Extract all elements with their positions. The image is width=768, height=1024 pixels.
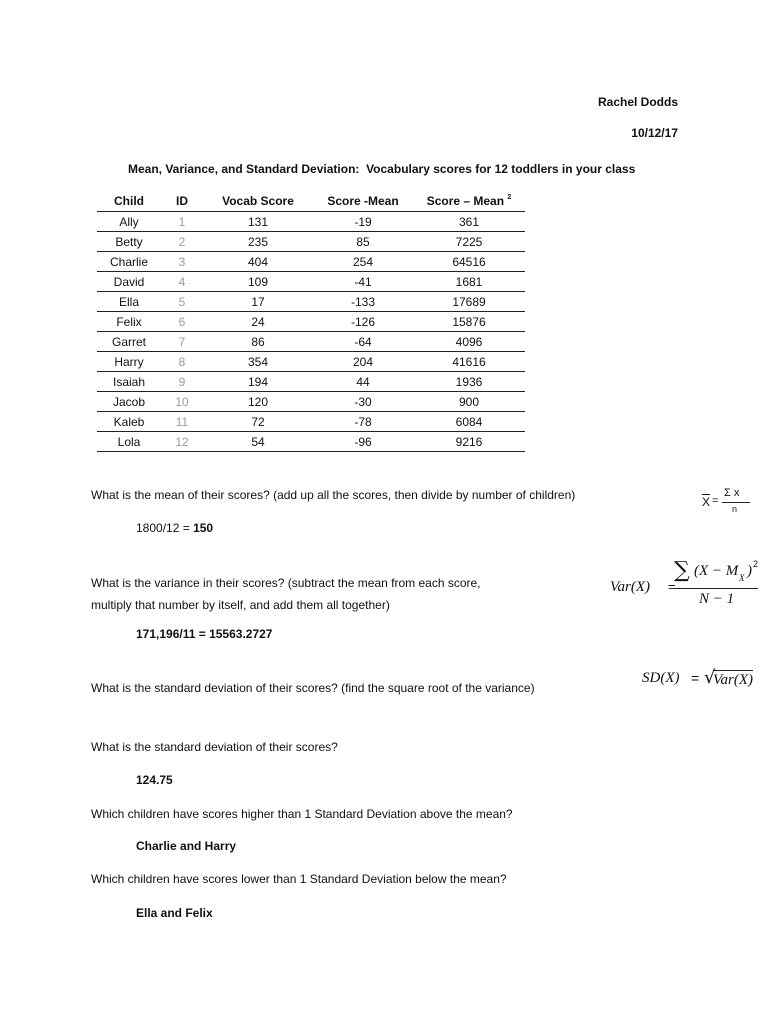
- question-below-sd: Which children have scores lower than 1 Standard Deviation below the mean?: [91, 872, 507, 886]
- cell-child: David: [97, 272, 161, 292]
- cell-score-minus-mean-squared: 4096: [413, 332, 525, 352]
- cell-id: 9: [161, 372, 203, 392]
- variance-formula-sub: X: [739, 573, 745, 583]
- cell-id: 3: [161, 252, 203, 272]
- question-mean: What is the mean of their scores? (add up all the scores, then divide by number of children): [91, 488, 576, 502]
- table-row: [97, 352, 525, 372]
- cell-score-minus-mean-squared: 361: [413, 212, 525, 232]
- cell-id: 2: [161, 232, 203, 252]
- cell-id: 12: [161, 432, 203, 452]
- header-score-minus-mean-squared: [413, 190, 525, 212]
- question-above-sd: Which children have scores higher than 1 Standard Deviation above the mean?: [91, 807, 513, 821]
- table-row: [97, 212, 525, 232]
- table-header-row: [97, 190, 525, 212]
- cell-score-minus-mean: -19: [313, 212, 413, 232]
- cell-score-minus-mean: -30: [313, 392, 413, 412]
- answer-mean-expr: 1800/12 =: [136, 521, 194, 535]
- cell-id: 4: [161, 272, 203, 292]
- variance-formula-eq: =: [668, 579, 676, 594]
- header-child: Child: [97, 190, 161, 212]
- table-row: [97, 332, 525, 352]
- cell-score-minus-mean: 44: [313, 372, 413, 392]
- mean-formula-n: n: [732, 504, 738, 514]
- cell-child: Kaleb: [97, 412, 161, 432]
- cell-id: 10: [161, 392, 203, 412]
- variance-formula-numerator: (X − M: [694, 563, 739, 579]
- cell-vocab-score: 86: [203, 332, 313, 352]
- cell-score-minus-mean: 85: [313, 232, 413, 252]
- sd-formula-lhs: SD(X): [642, 670, 680, 686]
- header-vocab-score: Vocab Score: [203, 190, 313, 212]
- table-row: [97, 432, 525, 452]
- date: 10/12/17: [631, 126, 678, 140]
- question-sd: What is the standard deviation of their scores?: [91, 740, 338, 754]
- cell-child: Betty: [97, 232, 161, 252]
- answer-sd: 124.75: [136, 773, 173, 787]
- sd-formula-arg: Var(X): [713, 672, 753, 688]
- header-score-minus-mean: Score -Mean: [313, 190, 413, 212]
- sd-formula: [640, 668, 760, 692]
- sd-formula-root: √: [704, 667, 716, 688]
- variance-formula-sigma: ∑: [674, 558, 690, 583]
- variance-formula: [608, 560, 760, 616]
- header-sq-label: Score – Mean: [426, 193, 505, 208]
- table-row: [97, 412, 525, 432]
- question-variance-line2: multiply that number by itself, and add them all together): [91, 598, 390, 612]
- cell-score-minus-mean-squared: 17689: [413, 292, 525, 312]
- cell-child: Ella: [97, 292, 161, 312]
- cell-child: Ally: [97, 212, 161, 232]
- variance-formula-fraction-bar: [674, 588, 758, 589]
- cell-id: 8: [161, 352, 203, 372]
- question-sd-root: What is the standard deviation of their scores? (find the square root of the variance): [91, 681, 535, 695]
- cell-vocab-score: 109: [203, 272, 313, 292]
- cell-child: Garret: [97, 332, 161, 352]
- table-row: [97, 392, 525, 412]
- table-row: [97, 372, 525, 392]
- cell-score-minus-mean-squared: 1681: [413, 272, 525, 292]
- question-variance-line1: What is the variance in their scores? (subtract the mean from each score,: [91, 576, 481, 590]
- author-name: Rachel Dodds: [597, 95, 678, 109]
- cell-vocab-score: 24: [203, 312, 313, 332]
- answer-mean-value: 150: [193, 521, 214, 535]
- cell-id: 1: [161, 212, 203, 232]
- cell-score-minus-mean-squared: 1936: [413, 372, 525, 392]
- cell-score-minus-mean-squared: 64516: [413, 252, 525, 272]
- cell-id: 5: [161, 292, 203, 312]
- cell-score-minus-mean: -133: [313, 292, 413, 312]
- cell-id: 11: [161, 412, 203, 432]
- cell-child: Felix: [97, 312, 161, 332]
- cell-score-minus-mean: -96: [313, 432, 413, 452]
- cell-child: Harry: [97, 352, 161, 372]
- sd-formula-eq: =: [691, 670, 700, 686]
- cell-vocab-score: 54: [203, 432, 313, 452]
- table-row: [97, 232, 525, 252]
- cell-vocab-score: 72: [203, 412, 313, 432]
- cell-score-minus-mean: -126: [313, 312, 413, 332]
- variance-formula-close: ): [747, 563, 752, 579]
- answer-variance: 171,196/11 = 15563.2727: [136, 627, 273, 641]
- header-sq-superscript: 2: [507, 193, 512, 201]
- table-row: [97, 252, 525, 272]
- variance-formula-lhs: Var(X): [610, 579, 650, 595]
- cell-score-minus-mean: -78: [313, 412, 413, 432]
- cell-score-minus-mean-squared: 15876: [413, 312, 525, 332]
- cell-child: Lola: [97, 432, 161, 452]
- vocab-table: [97, 190, 525, 452]
- cell-score-minus-mean-squared: 9216: [413, 432, 525, 452]
- cell-score-minus-mean: -41: [313, 272, 413, 292]
- cell-score-minus-mean-squared: 6084: [413, 412, 525, 432]
- cell-child: Jacob: [97, 392, 161, 412]
- mean-formula-fraction-bar: [722, 502, 750, 503]
- cell-id: 7: [161, 332, 203, 352]
- cell-child: Charlie: [97, 252, 161, 272]
- answer-above-sd: Charlie and Harry: [136, 839, 237, 853]
- table-row: [97, 312, 525, 332]
- cell-vocab-score: 194: [203, 372, 313, 392]
- cell-score-minus-mean: -64: [313, 332, 413, 352]
- table-row: [97, 292, 525, 312]
- header-id: ID: [161, 190, 203, 212]
- page-title: Mean, Variance, and Standard Deviation: Vocabulary scores for 12 toddlers in your class: [128, 162, 636, 176]
- variance-formula-square: 2: [753, 559, 759, 569]
- cell-score-minus-mean-squared: 41616: [413, 352, 525, 372]
- cell-score-minus-mean: 254: [313, 252, 413, 272]
- answer-mean: [136, 521, 213, 535]
- mean-formula-sum: Σ x: [724, 487, 740, 499]
- cell-vocab-score: 404: [203, 252, 313, 272]
- cell-child: Isaiah: [97, 372, 161, 392]
- cell-score-minus-mean-squared: 7225: [413, 232, 525, 252]
- cell-vocab-score: 131: [203, 212, 313, 232]
- mean-formula-eq: =: [712, 495, 719, 507]
- cell-vocab-score: 17: [203, 292, 313, 312]
- cell-vocab-score: 120: [203, 392, 313, 412]
- cell-vocab-score: 235: [203, 232, 313, 252]
- cell-score-minus-mean: 204: [313, 352, 413, 372]
- cell-vocab-score: 354: [203, 352, 313, 372]
- mean-formula: [700, 486, 760, 520]
- cell-score-minus-mean-squared: 900: [413, 392, 525, 412]
- answer-below-sd: Ella and Felix: [136, 906, 213, 920]
- mean-formula-xbar: $\overline{X}$: [702, 495, 711, 509]
- table-row: [97, 272, 525, 292]
- variance-formula-denominator: N − 1: [699, 591, 735, 607]
- cell-id: 6: [161, 312, 203, 332]
